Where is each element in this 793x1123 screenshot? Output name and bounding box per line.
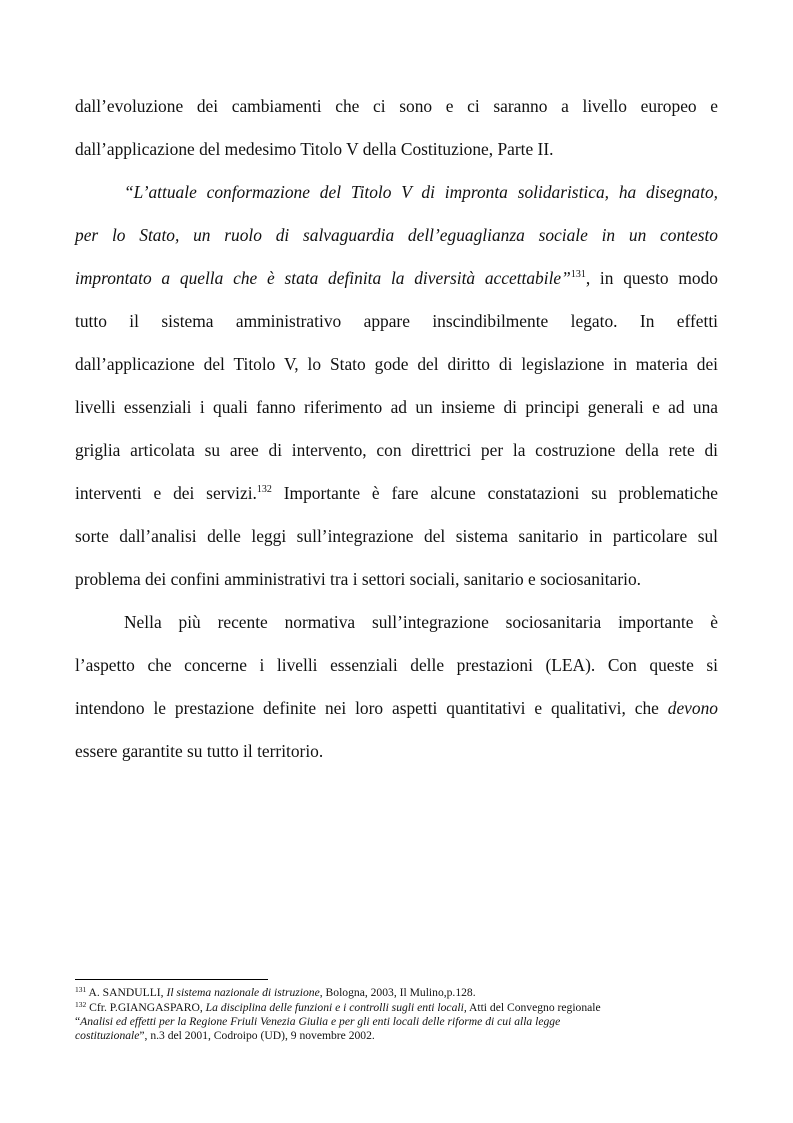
body-line-5 (75, 267, 718, 289)
footnote-separator (75, 979, 268, 980)
body-line-8: livelli essenziali i quali fanno riferimento ad un insieme di principi generali e ad una (75, 397, 718, 417)
body-text: interventi e dei servizi. (75, 483, 257, 503)
body-line-10 (75, 482, 718, 504)
footnote-author: Cfr. P.GIANGASPARO, (86, 1001, 206, 1014)
emphasis: devono (667, 698, 718, 718)
quote-line-2: per lo Stato, un ruolo di salvaguardia dell’eguaglianza sociale in un contesto (75, 225, 718, 245)
footnote-title: Analisi ed effetti per la Regione Friuli Venezia Giulia e per gli enti locali delle riforme di cui alla legge (80, 1015, 561, 1028)
body-line-16: essere garantite su tutto il territorio. (75, 741, 324, 761)
footnote-ref-131[interactable]: 131 (570, 269, 586, 280)
footnote-author: A. SANDULLI, (86, 986, 167, 999)
body-text: , in questo modo (585, 268, 718, 288)
body-line-11: sorte dall’analisi delle leggi sull’integrazione del sistema sanitario in particolare sul (75, 526, 718, 546)
footnote-text: Atti del Convegno regionale (466, 1001, 601, 1014)
body-line-9: griglia articolata su aree di intervento, con direttrici per la costruzione della rete di (75, 440, 718, 460)
footnote-title: La disciplina delle funzioni e i controlli sugli enti locali, (205, 1001, 467, 1014)
body-text: Importante è fare alcune constatazioni su problematiche (271, 483, 718, 503)
body-line-13: Nella più recente normativa sull’integrazione sociosanitaria importante è (124, 612, 718, 632)
body-line-2: dall’applicazione del medesimo Titolo V della Costituzione, Parte II. (75, 139, 554, 159)
body-text: intendono le prestazione definite nei loro aspetti quantitativi e qualitativi, che (75, 698, 668, 718)
body-line-1: dall’evoluzione dei cambiamenti che ci sono e ci saranno a livello europeo e (75, 96, 718, 116)
quote-line-1: “L’attuale conformazione del Titolo V di impronta solidaristica, ha disegnato, (124, 182, 718, 202)
footnote-text: , Bologna, 2003, Il Mulino,p.128. (319, 986, 476, 999)
body-line-15 (75, 697, 718, 719)
quote-end: improntato a quella che è stata definita la diversità accettabile” (75, 268, 571, 288)
footnote-132 (75, 1001, 718, 1015)
footnote-131 (75, 986, 718, 1000)
footnote-ref-132[interactable]: 132 (256, 484, 272, 495)
footnote-number: 132 (75, 1000, 87, 1009)
footnote-title: costituzionale (75, 1029, 140, 1042)
footnote-132-line-3 (75, 1029, 718, 1043)
body-line-14: l’aspetto che concerne i livelli essenziali delle prestazioni (LEA). Con queste si (75, 655, 718, 675)
body-line-7: dall’applicazione del Titolo V, lo Stato gode del diritto di legislazione in materia dei (75, 354, 718, 374)
footnote-text: “ (75, 1015, 81, 1028)
footnote-text: ”, n.3 del 2001, Codroipo (UD), 9 novembre 2002. (139, 1029, 375, 1042)
body-line-12: problema dei confini amministrativi tra i settori sociali, sanitario e sociosanitario. (75, 569, 642, 589)
body-line-6: tutto il sistema amministrativo appare inscindibilmente legato. In effetti (75, 311, 718, 331)
footnote-number: 131 (75, 985, 87, 994)
footnote-132-line-2 (75, 1015, 718, 1029)
footnote-title: Il sistema nazionale di istruzione (166, 986, 320, 999)
